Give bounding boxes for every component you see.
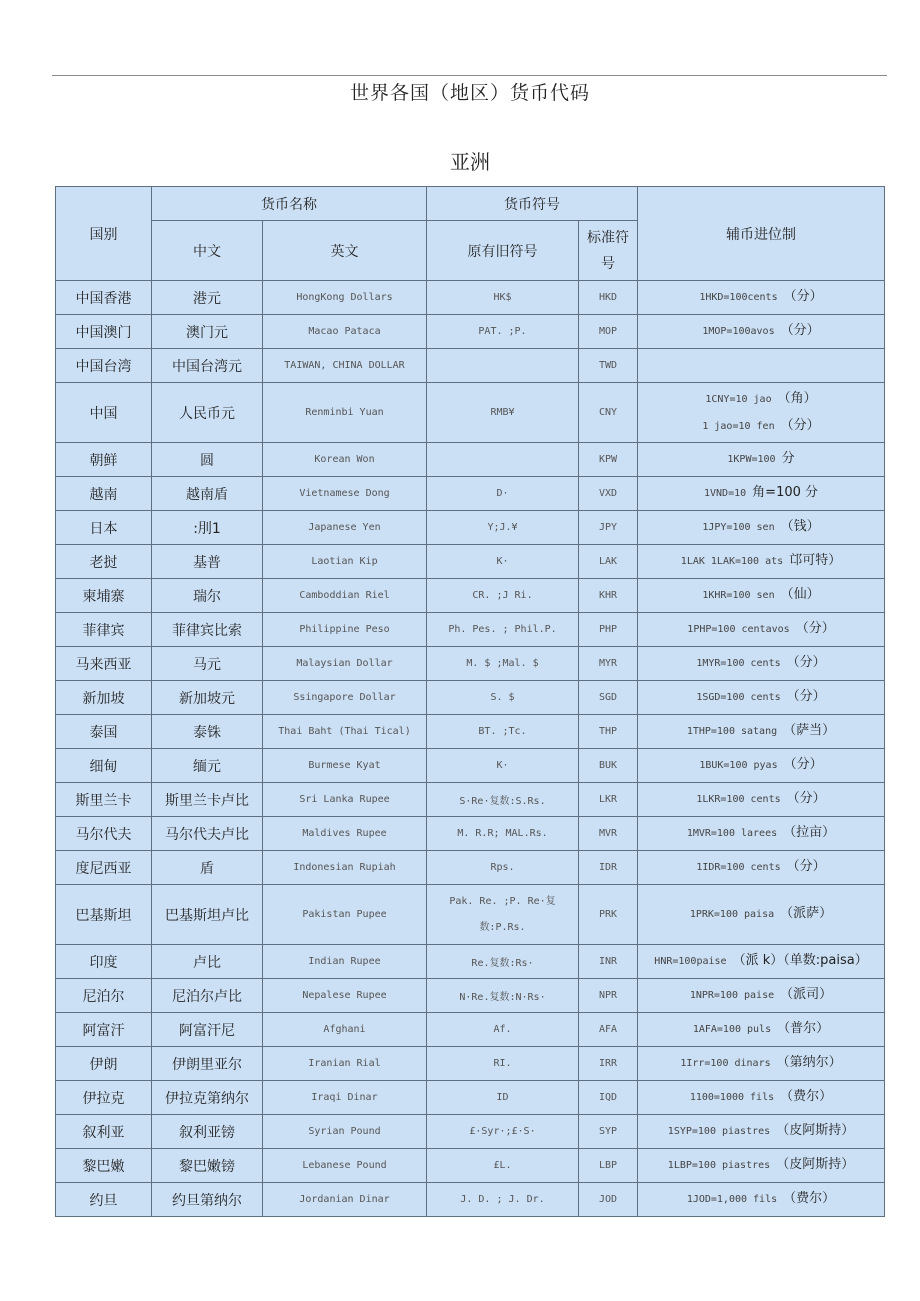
header-english: 英文 (263, 221, 427, 281)
code-cell: CNY (579, 383, 638, 443)
english-name-cell: Macao Pataca (263, 315, 427, 349)
table-row (56, 511, 885, 545)
country-cell: 度尼西亚 (56, 851, 152, 885)
subunit-value: 1MOP=100avos (702, 326, 775, 337)
subunit-cell (638, 349, 885, 383)
subunit-chinese: （派 k）（单数:paisa） (732, 953, 868, 968)
subunit-cell (638, 945, 885, 979)
subunit-value: 1JPY=100 sen (702, 522, 775, 533)
subunit-chinese: （第纳尔） (776, 1055, 842, 1070)
chinese-name-cell: 尼泊尔卢比 (152, 979, 263, 1013)
english-name-cell: Indonesian Rupiah (263, 851, 427, 885)
subunit-cell (638, 281, 885, 315)
country-cell: 中国澳门 (56, 315, 152, 349)
chinese-name-cell: 菲律宾比索 (152, 613, 263, 647)
table-row (56, 1183, 885, 1217)
country-cell: 新加坡 (56, 681, 152, 715)
country-cell: 老挝 (56, 545, 152, 579)
subunit-cell (638, 885, 885, 945)
header-country: 国别 (56, 187, 152, 281)
table-row (56, 349, 885, 383)
subunit-cell (638, 979, 885, 1013)
subunit-chinese: 角=100 分 (752, 485, 819, 500)
table-row (56, 715, 885, 749)
code-cell: THP (579, 715, 638, 749)
code-cell: MOP (579, 315, 638, 349)
country-cell: 日本 (56, 511, 152, 545)
code-cell: LBP (579, 1149, 638, 1183)
english-name-cell: Maldives Rupee (263, 817, 427, 851)
subunit-chinese: （拉亩） (783, 825, 836, 840)
table-row (56, 315, 885, 349)
chinese-name-cell: 澳门元 (152, 315, 263, 349)
english-name-cell: Sri Lanka Rupee (263, 783, 427, 817)
subunit-value: 1SYP=100 piastres (667, 1126, 771, 1137)
chinese-name-cell: 人民币元 (152, 383, 263, 443)
subunit-chinese: （分） (780, 323, 820, 338)
table-row (56, 1081, 885, 1115)
subunit-value: 1CNY=10 jao (705, 393, 772, 405)
header-chinese: 中文 (152, 221, 263, 281)
code-cell: KPW (579, 443, 638, 477)
subunit-cell (638, 579, 885, 613)
old-symbol-cell: HK$ (427, 281, 579, 315)
code-cell: JOD (579, 1183, 638, 1217)
english-name-cell: Korean Won (263, 443, 427, 477)
old-symbol-cell: J. D. ; J. Dr. (427, 1183, 579, 1217)
english-name-cell: Laotian Kip (263, 545, 427, 579)
code-cell: TWD (579, 349, 638, 383)
subunit-cell (638, 647, 885, 681)
subunit-cell (638, 511, 885, 545)
country-cell: 马来西亚 (56, 647, 152, 681)
table-row (56, 613, 885, 647)
subunit-chinese: 邙可特） (789, 553, 842, 568)
subunit-cell (638, 1183, 885, 1217)
table-row (56, 817, 885, 851)
subunit-chinese: （分） (786, 859, 826, 874)
table-row (56, 749, 885, 783)
subunit-value: 1JOD=1,000 fils (686, 1194, 778, 1205)
table-row (56, 383, 885, 443)
old-symbol-cell: Re.复数:Rs· (427, 945, 579, 979)
old-symbol-cell: D· (427, 477, 579, 511)
code-cell: MVR (579, 817, 638, 851)
english-name-cell: Camboddian Riel (263, 579, 427, 613)
subunit-value: 1PRK=100 paisa (689, 909, 775, 920)
subunit-chinese: （角） (777, 390, 817, 406)
subunit-value: 1AFA=100 puls (692, 1024, 772, 1035)
code-cell: LKR (579, 783, 638, 817)
subunit-cell (638, 817, 885, 851)
english-name-cell: Nepalese Rupee (263, 979, 427, 1013)
chinese-name-cell: 圆 (152, 443, 263, 477)
subunit-chinese: （分） (783, 757, 823, 772)
subunit-value: HNR=100paise (654, 956, 727, 967)
country-cell: 巴基斯坦 (56, 885, 152, 945)
code-cell: BUK (579, 749, 638, 783)
english-name-cell: Iranian Rial (263, 1047, 427, 1081)
country-cell: 伊拉克 (56, 1081, 152, 1115)
country-cell: 中国 (56, 383, 152, 443)
chinese-name-cell: :刖1 (152, 511, 263, 545)
subunit-cell (638, 1149, 885, 1183)
chinese-name-cell: 新加坡元 (152, 681, 263, 715)
chinese-name-cell: 叙利亚镑 (152, 1115, 263, 1149)
table-row (56, 1047, 885, 1081)
subunit-chinese: （皮阿斯持） (776, 1123, 855, 1138)
english-name-cell: Afghani (263, 1013, 427, 1047)
old-symbol-cell: M. R.R; MAL.Rs. (427, 817, 579, 851)
chinese-name-cell: 缅元 (152, 749, 263, 783)
old-symbol-cell: Pak. Re. ;P. Re·复数:P.Rs. (427, 885, 579, 945)
code-cell: IRR (579, 1047, 638, 1081)
subunit-value: 1LBP=100 piastres (667, 1160, 771, 1171)
subunit-cell (638, 477, 885, 511)
subunit-chinese: （普尔） (777, 1021, 830, 1036)
chinese-name-cell: 港元 (152, 281, 263, 315)
country-cell: 越南 (56, 477, 152, 511)
subunit-value: 1PHP=100 centavos (687, 624, 790, 635)
subunit-value: 1Irr=100 dinars (680, 1058, 771, 1069)
old-symbol-cell: K· (427, 545, 579, 579)
code-cell: KHR (579, 579, 638, 613)
old-symbol-cell: BT. ;Tc. (427, 715, 579, 749)
subunit-value: 1LKR=100 cents (696, 794, 781, 805)
subunit-cell (638, 1081, 885, 1115)
chinese-name-cell: 马元 (152, 647, 263, 681)
table-row (56, 545, 885, 579)
chinese-name-cell: 巴基斯坦卢比 (152, 885, 263, 945)
table-row (56, 443, 885, 477)
old-symbol-cell: RMB¥ (427, 383, 579, 443)
chinese-name-cell: 越南盾 (152, 477, 263, 511)
subunit-chinese: （分） (786, 655, 826, 670)
english-name-cell: Jordanian Dinar (263, 1183, 427, 1217)
subunit-cell (638, 715, 885, 749)
english-name-cell: Syrian Pound (263, 1115, 427, 1149)
subunit-chinese: （派萨） (780, 906, 833, 921)
english-name-cell: Ssingapore Dollar (263, 681, 427, 715)
header-currency-name: 货币名称 (152, 187, 427, 221)
code-cell: PRK (579, 885, 638, 945)
english-name-cell: Burmese Kyat (263, 749, 427, 783)
header-old-symbol: 原有旧符号 (427, 221, 579, 281)
english-name-cell: Lebanese Pound (263, 1149, 427, 1183)
country-cell: 尼泊尔 (56, 979, 152, 1013)
code-cell: HKD (579, 281, 638, 315)
subunit-value: 1VND=10 (703, 488, 747, 499)
code-cell: IQD (579, 1081, 638, 1115)
country-cell: 马尔代夫 (56, 817, 152, 851)
subunit-value: 1SGD=100 cents (696, 692, 781, 703)
country-cell: 黎巴嫩 (56, 1149, 152, 1183)
english-name-cell: TAIWAN, CHINA DOLLAR (263, 349, 427, 383)
table-row (56, 579, 885, 613)
chinese-name-cell: 泰铢 (152, 715, 263, 749)
subunit-cell (638, 783, 885, 817)
table-row (56, 885, 885, 945)
code-cell: MYR (579, 647, 638, 681)
chinese-name-cell: 伊拉克第纳尔 (152, 1081, 263, 1115)
subunit-value: 1NPR=100 paise (689, 990, 775, 1001)
subunit-cell (638, 1047, 885, 1081)
english-name-cell: Iraqi Dinar (263, 1081, 427, 1115)
english-name-cell: Philippine Peso (263, 613, 427, 647)
old-symbol-cell (427, 443, 579, 477)
table-row (56, 945, 885, 979)
subunit-cell (638, 315, 885, 349)
code-cell: SGD (579, 681, 638, 715)
subunit-value: 1KHR=100 sen (702, 590, 775, 601)
header-currency-symbol: 货币符号 (427, 187, 638, 221)
country-cell: 中国台湾 (56, 349, 152, 383)
subunit-value: 1MVR=100 larees (686, 828, 778, 839)
code-cell: AFA (579, 1013, 638, 1047)
chinese-name-cell: 马尔代夫卢比 (152, 817, 263, 851)
subunit-value: 1KPW=100 (727, 454, 776, 465)
subunit-cell (638, 613, 885, 647)
english-name-cell: Thai Baht (Thai Tical) (263, 715, 427, 749)
table-row (56, 1149, 885, 1183)
subunit-value: 1THP=100 satang (686, 726, 778, 737)
subunit-value: 1100=1000 fils (689, 1092, 775, 1103)
subunit-value: 1BUK=100 pyas (699, 760, 778, 771)
english-name-cell: Vietnamese Dong (263, 477, 427, 511)
country-cell: 印度 (56, 945, 152, 979)
country-cell: 伊朗 (56, 1047, 152, 1081)
subunit-cell (638, 749, 885, 783)
subunit-cell (638, 545, 885, 579)
country-cell: 叙利亚 (56, 1115, 152, 1149)
subunit-chinese: （费尔） (780, 1089, 833, 1104)
subunit-chinese: （派司） (780, 987, 833, 1002)
table-row (56, 1115, 885, 1149)
subunit-chinese: （钱） (780, 519, 820, 534)
country-cell: 泰国 (56, 715, 152, 749)
country-cell: 菲律宾 (56, 613, 152, 647)
code-cell: SYP (579, 1115, 638, 1149)
document-title: 世界各国（地区）货币代码 (349, 82, 590, 104)
old-symbol-cell: PAT. ;P. (427, 315, 579, 349)
chinese-name-cell: 约旦第纳尔 (152, 1183, 263, 1217)
subunit-value: 1HKD=100cents (699, 292, 778, 303)
subunit-chinese: （费尔） (783, 1191, 836, 1206)
old-symbol-cell: Af. (427, 1013, 579, 1047)
english-name-cell: Renminbi Yuan (263, 383, 427, 443)
code-cell: IDR (579, 851, 638, 885)
old-symbol-cell: Rps. (427, 851, 579, 885)
table-row (56, 979, 885, 1013)
region-heading: 亚洲 (450, 150, 490, 174)
table-row (56, 281, 885, 315)
country-cell: 细甸 (56, 749, 152, 783)
header-subunit: 辅币进位制 (638, 187, 885, 281)
chinese-name-cell: 斯里兰卡卢比 (152, 783, 263, 817)
code-cell: LAK (579, 545, 638, 579)
english-name-cell: Malaysian Dollar (263, 647, 427, 681)
table-row (56, 851, 885, 885)
chinese-name-cell: 盾 (152, 851, 263, 885)
table-row (56, 647, 885, 681)
subunit-cell (638, 851, 885, 885)
subunit-chinese: （分） (786, 689, 826, 704)
old-symbol-cell: Ph. Pes. ; Phil.P. (427, 613, 579, 647)
old-symbol-cell: S. $ (427, 681, 579, 715)
old-symbol-cell: £L. (427, 1149, 579, 1183)
subunit-cell (638, 681, 885, 715)
code-cell: JPY (579, 511, 638, 545)
country-cell: 约旦 (56, 1183, 152, 1217)
old-symbol-cell: M. $ ;Mal. $ (427, 647, 579, 681)
old-symbol-cell: K· (427, 749, 579, 783)
old-symbol-cell (427, 349, 579, 383)
english-name-cell: Pakistan Pupee (263, 885, 427, 945)
subunit-cell (638, 443, 885, 477)
subunit-chinese: （分） (780, 417, 820, 433)
english-name-cell: Japanese Yen (263, 511, 427, 545)
subunit-chinese: 分 (781, 451, 795, 466)
subunit-chinese: （分） (786, 791, 826, 806)
chinese-name-cell: 阿富汗尼 (152, 1013, 263, 1047)
subunit-value: 1LAK 1LAK=100 ats (680, 556, 784, 567)
subunit-value: 1 jao=10 fen (702, 420, 775, 432)
old-symbol-cell: ID (427, 1081, 579, 1115)
chinese-name-cell: 伊朗里亚尔 (152, 1047, 263, 1081)
table-row (56, 477, 885, 511)
subunit-chinese: （分） (783, 289, 823, 304)
country-cell: 阿富汗 (56, 1013, 152, 1047)
currency-table (55, 186, 885, 1217)
english-name-cell: HongKong Dollars (263, 281, 427, 315)
old-symbol-cell: £·Syr·;£·S· (427, 1115, 579, 1149)
old-symbol-cell: N·Re.复数:N·Rs· (427, 979, 579, 1013)
code-cell: VXD (579, 477, 638, 511)
country-cell: 中国香港 (56, 281, 152, 315)
old-symbol-cell: S·Re·复数:S.Rs. (427, 783, 579, 817)
table-row (56, 681, 885, 715)
subunit-chinese: （仙） (780, 587, 820, 602)
code-cell: INR (579, 945, 638, 979)
header-rule (52, 75, 887, 76)
subunit-chinese: （分） (795, 621, 835, 636)
subunit-value: 1MYR=100 cents (696, 658, 781, 669)
code-cell: NPR (579, 979, 638, 1013)
subunit-chinese: （皮阿斯持） (776, 1157, 855, 1172)
subunit-cell (638, 383, 885, 443)
subunit-cell (638, 1013, 885, 1047)
old-symbol-cell: RI. (427, 1047, 579, 1081)
old-symbol-cell: Y;J.¥ (427, 511, 579, 545)
country-cell: 朝鲜 (56, 443, 152, 477)
subunit-chinese: （萨当） (783, 723, 836, 738)
chinese-name-cell: 黎巴嫩镑 (152, 1149, 263, 1183)
table-row (56, 783, 885, 817)
header-standard-symbol: 标准符号 (579, 221, 638, 281)
country-cell: 斯里兰卡 (56, 783, 152, 817)
chinese-name-cell: 瑞尔 (152, 579, 263, 613)
subunit-cell (638, 1115, 885, 1149)
chinese-name-cell: 卢比 (152, 945, 263, 979)
chinese-name-cell: 基普 (152, 545, 263, 579)
subunit-value: 1IDR=100 cents (696, 862, 781, 873)
table-row (56, 1013, 885, 1047)
code-cell: PHP (579, 613, 638, 647)
chinese-name-cell: 中国台湾元 (152, 349, 263, 383)
english-name-cell: Indian Rupee (263, 945, 427, 979)
country-cell: 柬埔寨 (56, 579, 152, 613)
old-symbol-cell: CR. ;J Ri. (427, 579, 579, 613)
